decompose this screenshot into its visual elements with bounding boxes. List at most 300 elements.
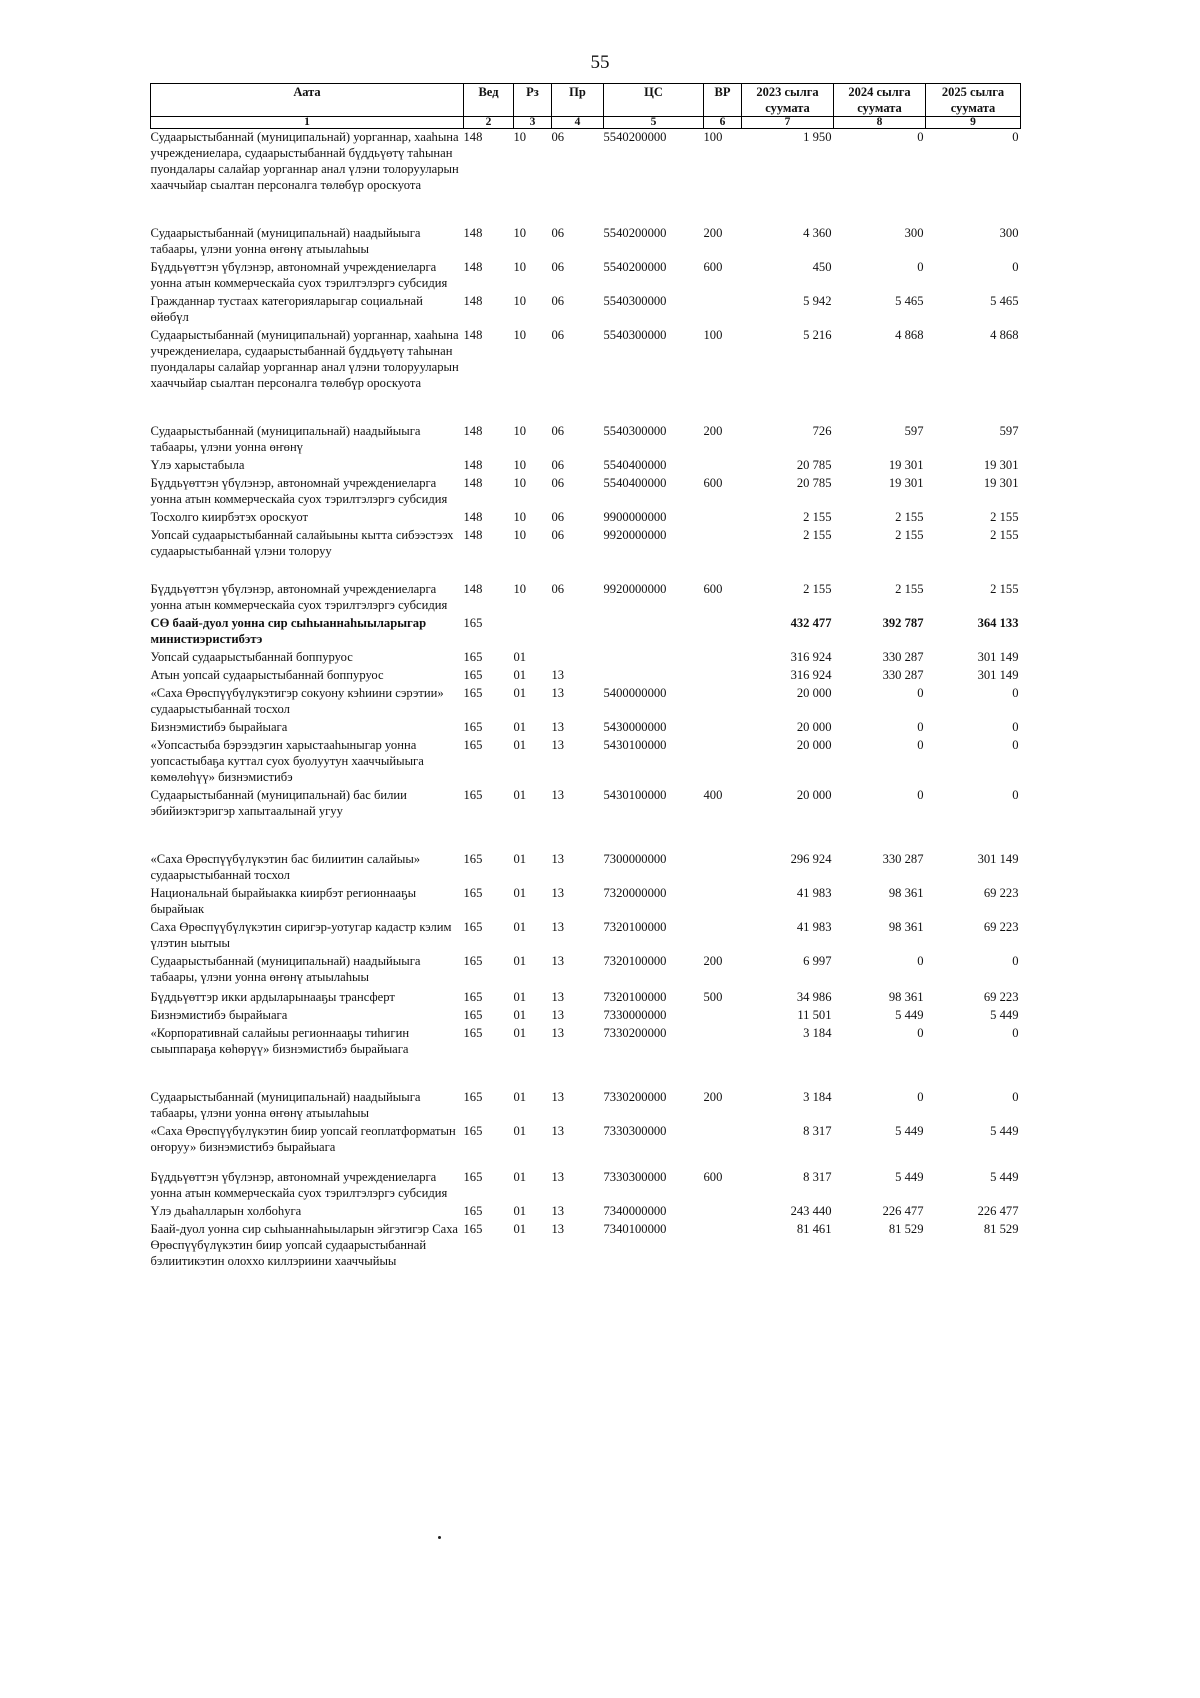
- row-vr: 100: [703, 130, 723, 144]
- row-vr: [704, 1025, 742, 1089]
- row-amount-2024: 5 449: [895, 1170, 924, 1184]
- row-ved: 148: [463, 528, 483, 542]
- table-row: [151, 885, 1021, 919]
- row-ved: 165: [463, 1204, 483, 1218]
- row-pr: 06: [551, 424, 565, 438]
- row-name: Судаарыстыбаннай (муниципальнай) наадыйыыга табаары, үлэни уонна өҥөнү атыылаһыы: [150, 226, 421, 256]
- table-row: [151, 1123, 1021, 1169]
- row-vr: 200: [703, 1090, 723, 1104]
- row-cs: 7340000000: [603, 1204, 667, 1218]
- row-name: «Уопсастыба бэрээдэгин харыстааһыныгар уонна уопсастыбаҕа куттал суох буолуутун хааччыйыыга көмөлөһүү» бизнэмистибэ: [150, 738, 424, 784]
- row-ved: 165: [463, 788, 483, 802]
- row-vr: [704, 919, 742, 953]
- row-cs: 7320000000: [603, 886, 667, 900]
- table-row: [151, 1007, 1021, 1025]
- row-amount-2023: 20 000: [796, 788, 832, 802]
- row-amount-2024: 0: [917, 738, 924, 752]
- row-amount-2023: 5 942: [803, 294, 832, 308]
- table-row: [151, 1203, 1021, 1221]
- header-cell: ЦС: [604, 84, 704, 117]
- table-row: [151, 457, 1021, 475]
- row-name: Уопсай судаарыстыбаннай боппуруос: [150, 650, 353, 664]
- row-rz: 01: [513, 650, 527, 664]
- column-number: 6: [704, 117, 742, 129]
- row-pr: 06: [551, 328, 565, 342]
- row-cs: 9920000000: [603, 528, 667, 542]
- row-rz: 10: [513, 328, 527, 342]
- row-amount-2025: 0: [1012, 1026, 1019, 1040]
- row-vr: [704, 685, 742, 719]
- row-vr: [704, 1203, 742, 1221]
- row-amount-2025: 0: [1012, 788, 1019, 802]
- row-amount-2023: 2 155: [803, 510, 832, 524]
- row-amount-2024: 0: [917, 954, 924, 968]
- row-vr: 600: [703, 582, 723, 596]
- row-amount-2023: 243 440: [790, 1204, 832, 1218]
- row-vr: [704, 649, 742, 667]
- row-rz: 10: [513, 458, 527, 472]
- header-cell: Вед: [464, 84, 514, 117]
- row-amount-2023: 81 461: [796, 1222, 832, 1236]
- row-amount-2023: 41 983: [796, 920, 832, 934]
- row-amount-2023: 1 950: [803, 130, 832, 144]
- row-pr: 13: [551, 686, 565, 700]
- table-row: [151, 719, 1021, 737]
- row-amount-2024: 0: [917, 260, 924, 274]
- row-amount-2025: 0: [1012, 738, 1019, 752]
- row-cs: 5540400000: [603, 458, 667, 472]
- row-pr: 06: [551, 294, 565, 308]
- header-cell: Аата: [151, 84, 464, 117]
- row-amount-2024: 98 361: [888, 886, 924, 900]
- row-amount-2023: 3 184: [803, 1090, 832, 1104]
- table-row: [151, 1221, 1021, 1271]
- row-cs: 5540200000: [603, 260, 667, 274]
- row-vr: [704, 293, 742, 327]
- row-rz: 10: [513, 226, 527, 240]
- row-rz: 01: [513, 1090, 527, 1104]
- row-ved: 148: [463, 226, 483, 240]
- table-row: [151, 953, 1021, 989]
- row-pr: [552, 649, 604, 667]
- row-cs: 7300000000: [603, 852, 667, 866]
- row-amount-2023: 450: [812, 260, 832, 274]
- row-cs: 9900000000: [603, 510, 667, 524]
- row-cs: 5540400000: [603, 476, 667, 490]
- row-vr: [704, 1221, 742, 1271]
- row-rz: 01: [513, 1222, 527, 1236]
- table-row: [151, 667, 1021, 685]
- row-amount-2024: 300: [904, 226, 924, 240]
- row-name: «Саха Өрөспүүбүлүкэтин бас билиитин салайыы» судаарыстыбаннай тосхол: [150, 852, 421, 882]
- row-amount-2024: 5 449: [895, 1008, 924, 1022]
- row-amount-2024: 4 868: [895, 328, 924, 342]
- row-pr: 13: [551, 1204, 565, 1218]
- row-vr: [704, 527, 742, 581]
- row-cs: [604, 615, 704, 649]
- row-rz: 10: [513, 582, 527, 596]
- row-ved: 165: [463, 1090, 483, 1104]
- table-row: [151, 423, 1021, 457]
- row-name: Саха Өрөспүүбүлүкэтин сиригэр-уотугар кадастр кэлим үлэтин ыытыы: [150, 920, 452, 950]
- row-ved: 165: [463, 1008, 483, 1022]
- row-pr: 13: [551, 1008, 565, 1022]
- row-amount-2025: 4 868: [990, 328, 1019, 342]
- column-number: 1: [151, 117, 464, 129]
- row-vr: 100: [703, 328, 723, 342]
- stray-dot: [438, 1536, 441, 1539]
- row-name: СӨ баай-дуол уонна сир сыһыаннаһыыларыгар министиэристибэтэ: [150, 616, 427, 646]
- row-pr: 06: [551, 130, 565, 144]
- row-amount-2023: 316 924: [790, 668, 832, 682]
- row-vr: [704, 1123, 742, 1169]
- row-pr: 13: [551, 668, 565, 682]
- row-cs: 7330300000: [603, 1170, 667, 1184]
- header-cell: Пр: [552, 84, 604, 117]
- row-amount-2024: 0: [917, 1090, 924, 1104]
- row-pr: 13: [551, 788, 565, 802]
- row-rz: 01: [513, 852, 527, 866]
- row-pr: [552, 615, 604, 649]
- row-rz: 01: [513, 886, 527, 900]
- row-cs: 5430100000: [603, 738, 667, 752]
- row-amount-2023: 3 184: [803, 1026, 832, 1040]
- row-name: Национальнай бырайыакка киирбэт регионнааҕы бырайыак: [150, 886, 417, 916]
- row-ved: 165: [463, 616, 483, 630]
- row-rz: 01: [513, 1026, 527, 1040]
- row-amount-2024: 2 155: [895, 528, 924, 542]
- row-pr: 13: [551, 1124, 565, 1138]
- row-rz: 01: [513, 1124, 527, 1138]
- row-cs: 5430100000: [603, 788, 667, 802]
- row-name: Тосхолго киирбэтэх ороскуот: [150, 510, 309, 524]
- table-row: [151, 737, 1021, 787]
- row-pr: 13: [551, 1170, 565, 1184]
- row-ved: 148: [463, 294, 483, 308]
- column-number: 9: [926, 117, 1021, 129]
- row-ved: 165: [463, 720, 483, 734]
- row-name: Судаарыстыбаннай (муниципальнай) наадыйыыга табаары, үлэни уонна өҥөнү атыылаһыы: [150, 954, 421, 984]
- table-row: [151, 225, 1021, 259]
- row-pr: 13: [551, 920, 565, 934]
- row-rz: 01: [513, 720, 527, 734]
- row-amount-2025: 5 449: [990, 1124, 1019, 1138]
- row-amount-2024: 98 361: [888, 990, 924, 1004]
- row-name: Бүддьүөттэн үбүлэнэр, автономнай учреждениеларга уонна атын коммерческайа суох тэрилтэлэргэ субсидия: [150, 260, 448, 290]
- table-row: [151, 649, 1021, 667]
- row-vr: [704, 615, 742, 649]
- row-amount-2024: 392 787: [882, 616, 924, 630]
- row-rz: 10: [513, 294, 527, 308]
- row-name: Судаарыстыбаннай (муниципальнай) наадыйыыга табаары, үлэни уонна өҥөнү: [150, 424, 421, 454]
- row-rz: 10: [513, 510, 527, 524]
- row-vr: 600: [703, 260, 723, 274]
- row-amount-2023: 20 000: [796, 686, 832, 700]
- row-cs: 7320100000: [603, 990, 667, 1004]
- row-name: «Саха Өрөспүүбүлүкэтин биир уопсай геоплатформатын оҥоруу» бизнэмистибэ бырайыага: [150, 1124, 456, 1154]
- row-cs: 7330000000: [603, 1008, 667, 1022]
- row-name: «Саха Өрөспүүбүлүкэтигэр сокуону кэһиини сэрэтии» судаарыстыбаннай тосхол: [150, 686, 444, 716]
- header-cell: ВР: [704, 84, 742, 117]
- row-amount-2024: 5 449: [895, 1124, 924, 1138]
- row-amount-2024: 2 155: [895, 510, 924, 524]
- row-ved: 165: [463, 668, 483, 682]
- row-pr: 13: [551, 1090, 565, 1104]
- row-amount-2023: 8 317: [803, 1170, 832, 1184]
- row-amount-2025: 0: [1012, 720, 1019, 734]
- row-pr: 06: [551, 476, 565, 490]
- row-cs: [604, 667, 704, 685]
- row-cs: 7330300000: [603, 1124, 667, 1138]
- row-vr: 200: [703, 226, 723, 240]
- row-name: Уопсай судаарыстыбаннай салайыыны кытта сибээстээх судаарыстыбаннай үлэни толоруу: [150, 528, 454, 558]
- table-row: [151, 327, 1021, 423]
- row-rz: [514, 615, 552, 649]
- column-number: 3: [514, 117, 552, 129]
- row-amount-2024: 19 301: [888, 458, 924, 472]
- row-cs: 7340100000: [603, 1222, 667, 1236]
- row-amount-2025: 2 155: [990, 528, 1019, 542]
- row-name: «Корпоративнай салайыы регионнааҕы тиһигин сыыппараҕа көһөрүү» бизнэмистибэ бырайыага: [150, 1026, 410, 1056]
- row-pr: 13: [551, 1222, 565, 1236]
- row-ved: 165: [463, 738, 483, 752]
- row-name: Бизнэмистибэ бырайыага: [150, 720, 288, 734]
- row-ved: 165: [463, 686, 483, 700]
- row-ved: 165: [463, 954, 483, 968]
- row-rz: 10: [513, 260, 527, 274]
- row-name: Гражданнар тустаах категорияларыгар социальнай өйөбүл: [150, 294, 423, 324]
- row-amount-2025: 5 449: [990, 1008, 1019, 1022]
- table-row: [151, 293, 1021, 327]
- row-amount-2025: 0: [1012, 954, 1019, 968]
- table-row: [151, 581, 1021, 615]
- header-cell: 2025 сылга суумата: [926, 84, 1021, 117]
- row-amount-2023: 316 924: [790, 650, 832, 664]
- row-ved: 165: [463, 886, 483, 900]
- row-name: Судаарыстыбаннай (муниципальнай) наадыйыыга табаары, үлэни уонна өҥөнү атыылаһыы: [150, 1090, 421, 1120]
- row-name: Бүддьүөттэн үбүлэнэр, автономнай учреждениеларга уонна атын коммерческайа суох тэрилтэлэргэ субсидия: [150, 582, 448, 612]
- row-amount-2024: 0: [917, 720, 924, 734]
- row-amount-2024: 0: [917, 686, 924, 700]
- column-number: 4: [552, 117, 604, 129]
- row-vr: [704, 851, 742, 885]
- row-cs: 5540200000: [603, 130, 667, 144]
- row-amount-2024: 330 287: [882, 668, 924, 682]
- row-vr: [704, 719, 742, 737]
- row-ved: 148: [463, 476, 483, 490]
- row-amount-2023: 432 477: [790, 616, 832, 630]
- row-pr: 06: [551, 260, 565, 274]
- row-amount-2023: 11 501: [797, 1008, 832, 1022]
- row-cs: 7330200000: [603, 1090, 667, 1104]
- row-amount-2025: 2 155: [990, 510, 1019, 524]
- row-amount-2023: 20 785: [796, 476, 832, 490]
- row-rz: 01: [513, 1008, 527, 1022]
- row-ved: 165: [463, 1026, 483, 1040]
- row-cs: 7320100000: [603, 920, 667, 934]
- row-pr: 13: [551, 1026, 565, 1040]
- row-rz: 01: [513, 788, 527, 802]
- row-cs: 5540300000: [603, 424, 667, 438]
- row-amount-2023: 4 360: [803, 226, 832, 240]
- header-cell: Рз: [514, 84, 552, 117]
- column-number: 2: [464, 117, 514, 129]
- row-rz: 01: [513, 686, 527, 700]
- row-amount-2023: 5 216: [803, 328, 832, 342]
- row-amount-2025: 364 133: [977, 616, 1019, 630]
- table-row: [151, 919, 1021, 953]
- row-amount-2024: 330 287: [882, 852, 924, 866]
- row-pr: 06: [551, 582, 565, 596]
- row-amount-2025: 81 529: [983, 1222, 1019, 1236]
- row-name: Үлэ харыстабыла: [150, 458, 245, 472]
- row-name: Баай-дуол уонна сир сыһыаннаһыыларын эйгэтигэр Саха Өрөспүүбүлүкэтин биир уопсай судаарыстыбаннай бэлиитикэтин олоххо киллэриини хааччыйыы: [150, 1222, 458, 1268]
- table-row: [151, 259, 1021, 293]
- row-vr: [704, 737, 742, 787]
- row-name: Бүддьүөттэн үбүлэнэр, автономнай учреждениеларга уонна атын коммерческайа суох тэрилтэлэргэ субсидия: [150, 476, 448, 506]
- row-name: Бүддьүөттэн үбүлэнэр, автономнай учреждениеларга уонна атын коммерческайа суох тэрилтэлэргэ субсидия: [150, 1170, 448, 1200]
- row-amount-2025: 5 465: [990, 294, 1019, 308]
- row-rz: 01: [513, 920, 527, 934]
- row-rz: 01: [513, 990, 527, 1004]
- row-amount-2023: 20 000: [796, 738, 832, 752]
- row-pr: 06: [551, 458, 565, 472]
- table-row: [151, 787, 1021, 851]
- row-vr: 600: [703, 476, 723, 490]
- row-pr: 13: [551, 886, 565, 900]
- row-cs: 7320100000: [603, 954, 667, 968]
- row-amount-2024: 0: [917, 788, 924, 802]
- row-name: Судаарыстыбаннай (муниципальнай) уорганнар, хааһына учреждениелара, судаарыстыбаннай бүддьүөтү таһынан пуондалары салайар уорганнар анал үлэни толорууларын хааччыйар сыалтан персоналга төлөбүр ороскуота: [150, 328, 459, 390]
- row-amount-2023: 20 785: [796, 458, 832, 472]
- column-number: 7: [742, 117, 834, 129]
- row-rz: 01: [513, 1204, 527, 1218]
- table-row: [151, 527, 1021, 581]
- table-body: [151, 129, 1021, 1272]
- row-pr: 13: [551, 852, 565, 866]
- row-cs: 5430000000: [603, 720, 667, 734]
- row-ved: 165: [463, 650, 483, 664]
- header-cell: 2023 сылга суумата: [742, 84, 834, 117]
- table-row: [151, 509, 1021, 527]
- row-cs: 9920000000: [603, 582, 667, 596]
- row-rz: 10: [513, 476, 527, 490]
- row-amount-2025: 2 155: [990, 582, 1019, 596]
- row-amount-2025: 0: [1012, 130, 1019, 144]
- row-amount-2023: 296 924: [790, 852, 832, 866]
- column-number: 5: [604, 117, 704, 129]
- row-ved: 148: [463, 582, 483, 596]
- row-ved: 148: [463, 130, 483, 144]
- row-vr: [704, 885, 742, 919]
- row-amount-2025: 69 223: [983, 920, 1019, 934]
- row-cs: 5540300000: [603, 294, 667, 308]
- row-name: Атын уопсай судаарыстыбаннай боппуруос: [150, 668, 384, 682]
- row-amount-2025: 300: [999, 226, 1019, 240]
- row-amount-2025: 19 301: [983, 458, 1019, 472]
- row-amount-2023: 726: [812, 424, 832, 438]
- row-name: Үлэ дьаһалларын холбоһуга: [150, 1204, 302, 1218]
- row-pr: 06: [551, 510, 565, 524]
- row-name: Бизнэмистибэ бырайыага: [150, 1008, 288, 1022]
- column-number: 8: [834, 117, 926, 129]
- column-number-row: [151, 117, 1021, 129]
- row-amount-2024: 5 465: [895, 294, 924, 308]
- row-vr: [704, 457, 742, 475]
- row-amount-2025: 301 149: [977, 668, 1019, 682]
- row-vr: 200: [703, 424, 723, 438]
- row-amount-2023: 2 155: [803, 528, 832, 542]
- row-amount-2025: 597: [999, 424, 1019, 438]
- page-number: 55: [590, 52, 610, 73]
- table-row: [151, 685, 1021, 719]
- row-cs: 5400000000: [603, 686, 667, 700]
- row-amount-2024: 81 529: [888, 1222, 924, 1236]
- row-vr: 400: [703, 788, 723, 802]
- row-pr: 13: [551, 954, 565, 968]
- row-ved: 165: [463, 1170, 483, 1184]
- row-cs: 5540200000: [603, 226, 667, 240]
- row-ved: 165: [463, 1222, 483, 1236]
- table-row: [151, 1089, 1021, 1123]
- row-vr: 500: [703, 990, 723, 1004]
- row-amount-2023: 6 997: [803, 954, 832, 968]
- table-row: [151, 475, 1021, 509]
- row-rz: 01: [513, 954, 527, 968]
- row-amount-2023: 20 000: [796, 720, 832, 734]
- row-ved: 165: [463, 920, 483, 934]
- row-vr: 200: [703, 954, 723, 968]
- row-amount-2024: 0: [917, 130, 924, 144]
- header-cell: 2024 сылга суумата: [834, 84, 926, 117]
- row-pr: 06: [551, 528, 565, 542]
- row-ved: 165: [463, 1124, 483, 1138]
- row-vr: [704, 667, 742, 685]
- table-row: [151, 1025, 1021, 1089]
- row-amount-2025: 301 149: [977, 852, 1019, 866]
- row-name: Судаарыстыбаннай (муниципальнай) уорганнар, хааһына учреждениелара, судаарыстыбаннай бүддьүөтү таһынан пуондалары салайар уорганнар анал үлэни толорууларын хааччыйар сыалтан персоналга төлөбүр ороскуота: [150, 130, 459, 192]
- row-ved: 148: [463, 424, 483, 438]
- row-vr: 600: [703, 1170, 723, 1184]
- row-amount-2024: 19 301: [888, 476, 924, 490]
- row-cs: [604, 649, 704, 667]
- row-amount-2025: 69 223: [983, 990, 1019, 1004]
- row-pr: 13: [551, 738, 565, 752]
- row-pr: 13: [551, 720, 565, 734]
- row-amount-2025: 69 223: [983, 886, 1019, 900]
- row-amount-2025: 226 477: [977, 1204, 1019, 1218]
- row-ved: 148: [463, 328, 483, 342]
- row-name: Судаарыстыбаннай (муниципальнай) бас билии эбийиэктэригэр хапытаалынай угуу: [150, 788, 407, 818]
- row-amount-2023: 8 317: [803, 1124, 832, 1138]
- row-rz: 10: [513, 130, 527, 144]
- row-name: Бүддьүөттэр икки ардыларынааҕы трансферт: [150, 990, 395, 1004]
- row-amount-2023: 2 155: [803, 582, 832, 596]
- row-pr: 13: [551, 990, 565, 1004]
- row-ved: 148: [463, 510, 483, 524]
- row-amount-2025: 0: [1012, 260, 1019, 274]
- table-header-row: [151, 84, 1021, 117]
- row-vr: [704, 1007, 742, 1025]
- row-amount-2024: 330 287: [882, 650, 924, 664]
- row-amount-2024: 0: [917, 1026, 924, 1040]
- row-amount-2025: 5 449: [990, 1170, 1019, 1184]
- row-amount-2024: 226 477: [882, 1204, 924, 1218]
- row-rz: 10: [513, 528, 527, 542]
- table-row: [151, 615, 1021, 649]
- row-rz: 10: [513, 424, 527, 438]
- table-row: [151, 129, 1021, 226]
